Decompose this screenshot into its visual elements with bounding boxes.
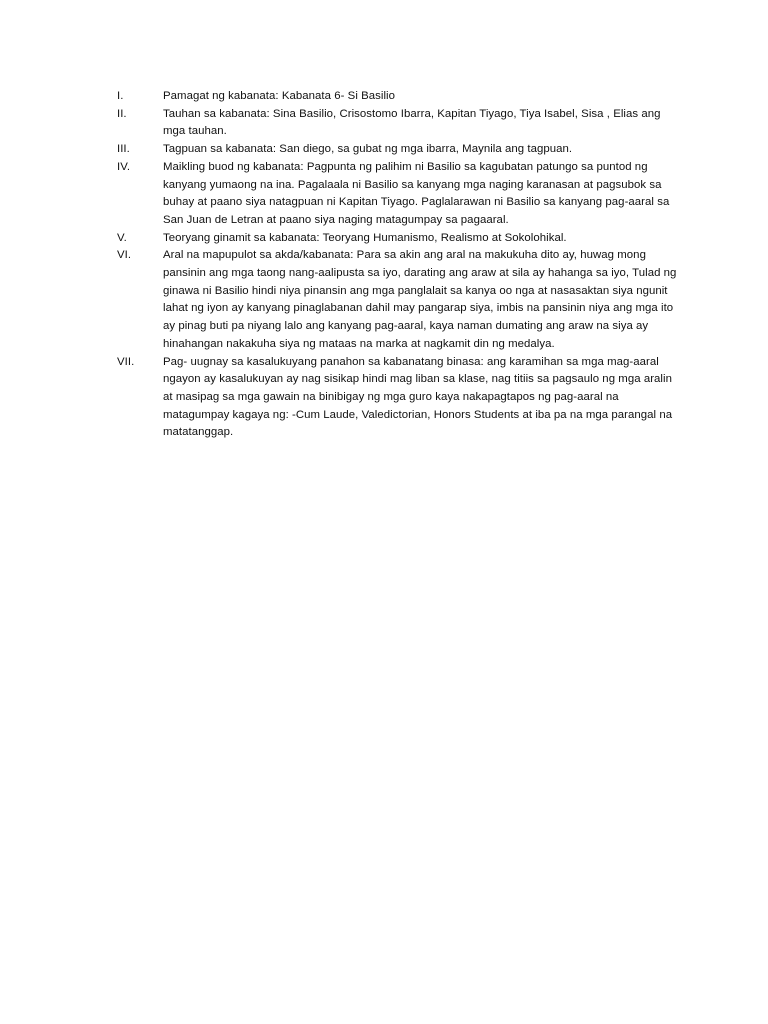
- roman-numeral: IV.: [117, 160, 131, 173]
- outline-item-lesson: [117, 247, 677, 353]
- chapter-analysis-outline: [117, 88, 677, 442]
- characters-text: Tauhan sa kabanata: Sina Basilio, Crisostomo Ibarra, Kapitan Tiyago, Tiya Isabel, Sisa , Elias ang mga tauhan.: [163, 107, 661, 138]
- outline-item-title: [117, 88, 677, 106]
- roman-numeral: VII.: [117, 355, 135, 368]
- outline-item-theory: [117, 230, 677, 248]
- theory-text: Teoryang ginamit sa kabanata: Teoryang Humanismo, Realismo at Sokolohikal.: [163, 231, 567, 244]
- outline-item-setting: [117, 141, 677, 159]
- roman-numeral: VI.: [117, 249, 132, 262]
- chapter-title-text: Pamagat ng kabanata: Kabanata 6- Si Basilio: [163, 90, 396, 102]
- roman-numeral: V.: [117, 231, 127, 244]
- roman-numeral: II.: [117, 107, 127, 120]
- outline-item-characters: [117, 106, 677, 141]
- roman-numeral: III.: [117, 143, 130, 156]
- lesson-text: Aral na mapupulot sa akda/kabanata: Para sa akin ang aral na makukuha dito ay, huwag mong pansinin ang mga taong nang-aalipusta sa iyo, darating ang araw at sila ay hahanga sa iyo, Tulad ng ginawa ni Basilio hindi niya pinansin ang mga panglalait sa kanya oo nga at nasasaktan siya ngunit lahat ng iyon ay kanyang pinaglabanan dahil may pangarap siya, imbis na pansinin niya ang mga ito ay pinag buti pa niyang lalo ang kanyang pag-aaral, kaya naman dumating ang araw na siya ay hinahangan nakakuha siya ng mataas na marka at nagkamit din ng medalya.: [163, 249, 677, 350]
- setting-text: Tagpuan sa kabanata: San diego, sa gubat ng mga ibarra, Maynila ang tagpuan.: [163, 143, 573, 156]
- summary-text: Maikling buod ng kabanata: Pagpunta ng palihim ni Basilio sa kagubatan patungo sa puntod ng kanyang yumaong na ina. Pagalaala ni Basilio sa kanyang mga naging karanasan at pagsubok sa buhay at paano siya natagpuan ni Kapitan Tiyago. Paglalarawan ni Basilio sa kanyang pag-aaral sa San Juan de Letran at paano siya naging matagumpay sa pagaaral.: [163, 160, 670, 226]
- roman-numeral: I.: [117, 90, 124, 102]
- outline-item-present-connection: [117, 354, 677, 443]
- present-connection-text: Pag- uugnay sa kasalukuyang panahon sa kabanatang binasa: ang karamihan sa mga mag-aaral ngayon ay kasalukuyan ay nag sisikap hindi mag liban sa klase, nag titiis sa pagsaulo ng mga aralin at masipag sa mga gawain na binibigay ng mga guro kaya nakapagtapos ng pag-aaral na matagumpay kagaya ng: -Cum Laude, Valedictorian, Honors Students at iba pa na mga parangal na matatanggap.: [163, 355, 673, 439]
- outline-item-summary: [117, 159, 677, 230]
